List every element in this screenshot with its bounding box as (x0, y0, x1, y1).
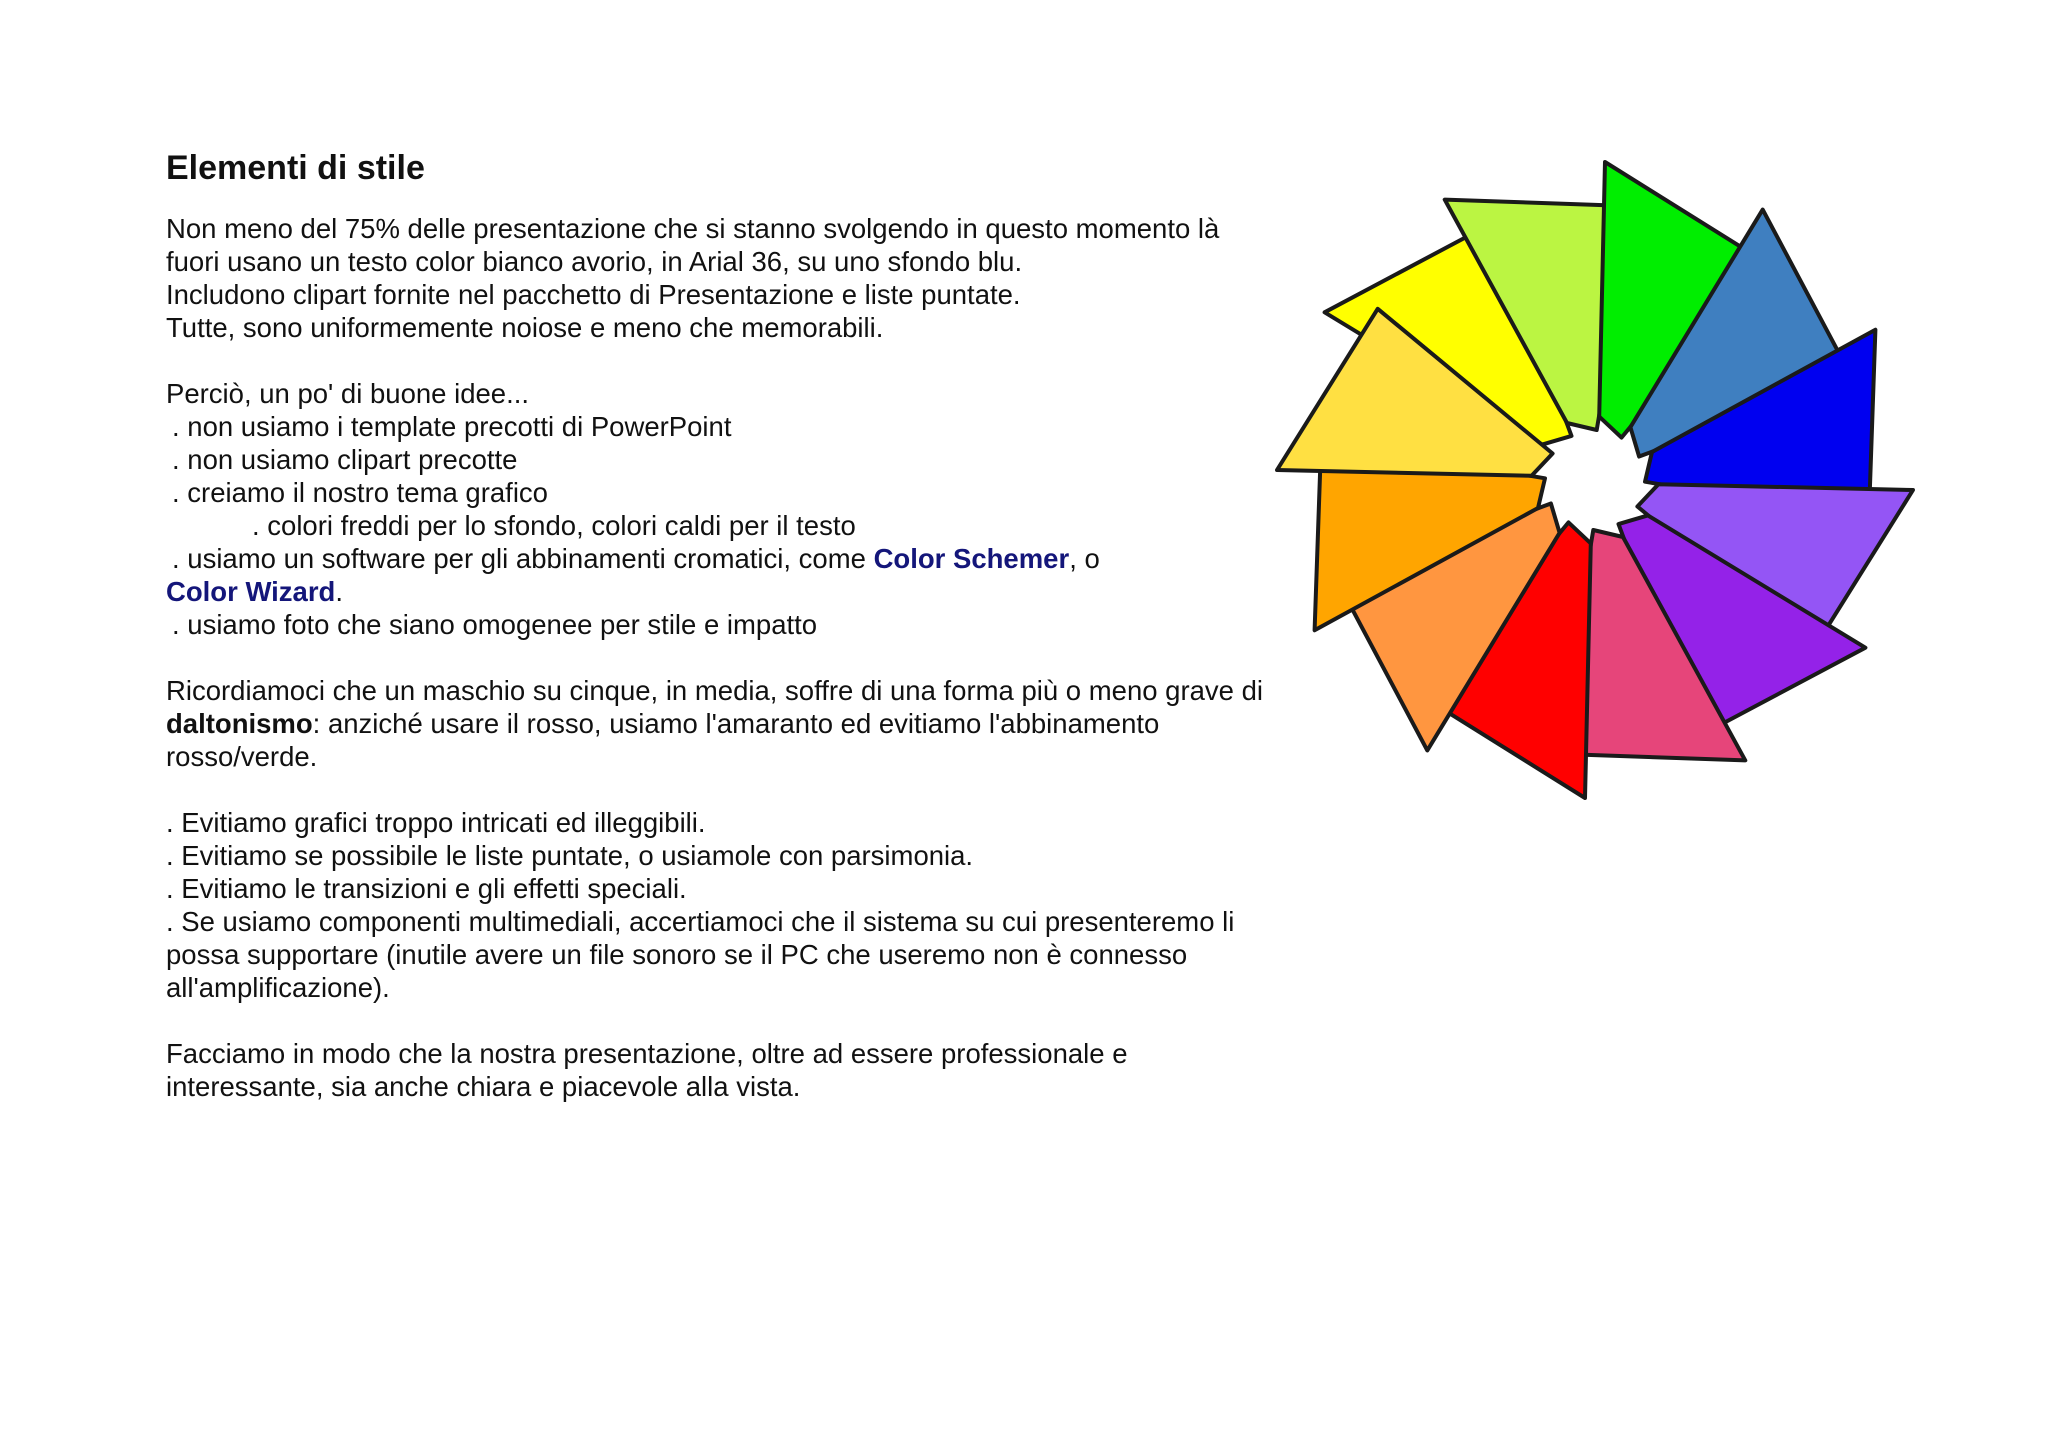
idea-item-text: , o (1069, 543, 1100, 574)
colorblind-text: : anziché usare il rosso, usiamo l'amaranto ed evitiamo l'abbinamento (312, 708, 1160, 739)
page-title: Elementi di stile (166, 149, 425, 187)
intro-paragraph (166, 212, 1366, 344)
intro-line: Includono clipart fornite nel pacchetto di Presentazione e liste puntate. (166, 279, 1021, 310)
colorblind-paragraph (166, 674, 1366, 773)
color-wheel-image (1265, 150, 1925, 810)
avoid-item: . Evitiamo le transizioni e gli effetti speciali. (166, 873, 687, 904)
closing-line: Facciamo in modo che la nostra presentazione, oltre ad essere professionale e (166, 1038, 1128, 1069)
avoid-item: . Evitiamo se possibile le liste puntate, o usiamole con parsimonia. (166, 840, 974, 871)
color-wheel-group (1277, 162, 1913, 798)
intro-line: Tutte, sono uniformemente noiose e meno che memorabili. (166, 312, 884, 343)
ideas-lead: Perciò, un po' di buone idee... (166, 378, 530, 409)
idea-item-software (166, 542, 1366, 575)
avoid-list (166, 806, 1366, 1004)
colorblind-line: Ricordiamoci che un maschio su cinque, in media, soffre di una forma più o meno grave di (166, 675, 1264, 706)
idea-item: . usiamo foto che siano omogenee per stile e impatto (172, 609, 818, 640)
idea-item: . creiamo il nostro tema grafico (172, 477, 548, 508)
idea-item: . non usiamo clipart precotte (172, 444, 518, 475)
colorblind-line: rosso/verde. (166, 741, 318, 772)
intro-line: Non meno del 75% delle presentazione che si stanno svolgendo in questo momento là (166, 213, 1220, 244)
idea-item: . non usiamo i template precotti di PowerPoint (172, 411, 732, 442)
idea-subitem: . colori freddi per lo sfondo, colori caldi per il testo (252, 510, 856, 541)
idea-item-software-cont (166, 575, 1366, 608)
avoid-item: possa supportare (inutile avere un file sonoro se il PC che useremo non è connesso (166, 939, 1188, 970)
text-column (166, 148, 1366, 1103)
avoid-item: all'amplificazione). (166, 972, 390, 1003)
avoid-item: . Evitiamo grafici troppo intricati ed illeggibili. (166, 807, 706, 838)
idea-item-text: . (335, 576, 343, 607)
colorblind-line (166, 707, 1366, 740)
color-schemer-link[interactable]: Color Schemer (873, 543, 1070, 574)
daltonismo-term: daltonismo (166, 708, 313, 739)
ideas-list (166, 377, 1366, 641)
intro-line: fuori usano un testo color bianco avorio, in Arial 36, su uno sfondo blu. (166, 246, 1023, 277)
avoid-item: . Se usiamo componenti multimediali, accertiamoci che il sistema su cui presenteremo li (166, 906, 1235, 937)
closing-line: interessante, sia anche chiara e piacevole alla vista. (166, 1071, 801, 1102)
closing-paragraph (166, 1037, 1366, 1103)
color-wizard-link[interactable]: Color Wizard (166, 576, 336, 607)
idea-item-text: . usiamo un software per gli abbinamenti cromatici, come (172, 543, 874, 574)
